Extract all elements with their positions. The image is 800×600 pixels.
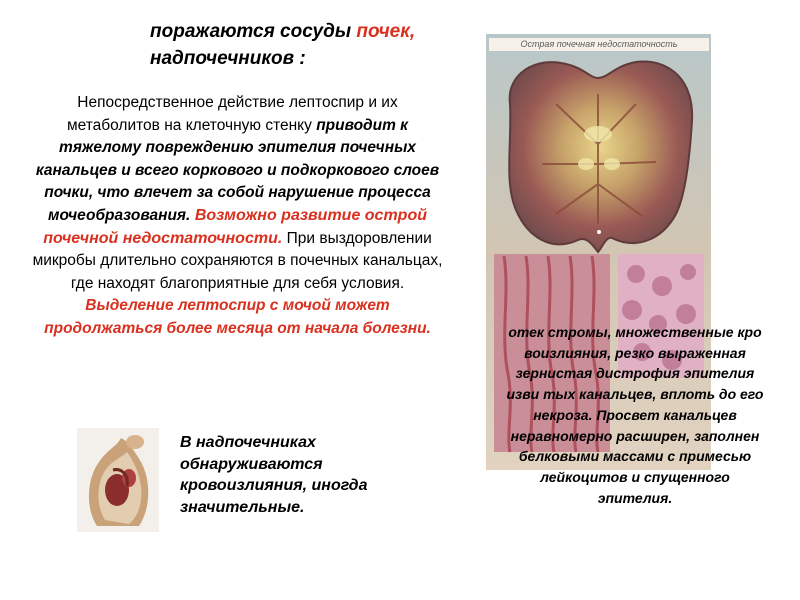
main-text-part5: Выделение лептоспир с мочой может продолжаться более месяца от начала болезни. bbox=[44, 297, 431, 337]
main-paragraph bbox=[30, 92, 445, 341]
illustration-title: Острая почечная недостаточность bbox=[489, 38, 709, 51]
heading-red-word: почек, bbox=[356, 21, 416, 42]
main-text-part1: Непосредственное действие лептоспир и их метаболитов на клеточную стенку bbox=[66, 94, 398, 134]
main-text-part3: Возможно развитие острой почечной недостаточности. bbox=[43, 206, 427, 247]
adrenal-gland-image bbox=[77, 428, 159, 532]
histology-caption: отек стромы, множественные кро воизлияния, резко выраженная зернистая дистрофия эпителия изви тых канальцев, вплоть до его некроза. Просвет канальцев неравномерно расширен, заполнен белковыми массами с примесью лейкоцитов и спущенного эпителия. bbox=[506, 324, 764, 506]
heading-line2: надпочечников : bbox=[150, 48, 306, 69]
adrenal-text: В надпочечниках обнаруживаются кровоизлияния, иногда значительные. bbox=[180, 434, 368, 516]
main-text-part2: приводит к тяжелому повреждению эпителия почечных канальцев и всего коркового и подкоркового слоев почки, что влечет за собой нарушение процесса мочеобразования. bbox=[35, 116, 440, 224]
slide-heading bbox=[150, 18, 470, 72]
heading-prefix: поражаются сосуды bbox=[150, 21, 357, 42]
main-text-part4: При выздоровлении микробы длительно сохраняются в почечных канальцах, где находят благоприятные для себя условия. bbox=[32, 229, 443, 292]
